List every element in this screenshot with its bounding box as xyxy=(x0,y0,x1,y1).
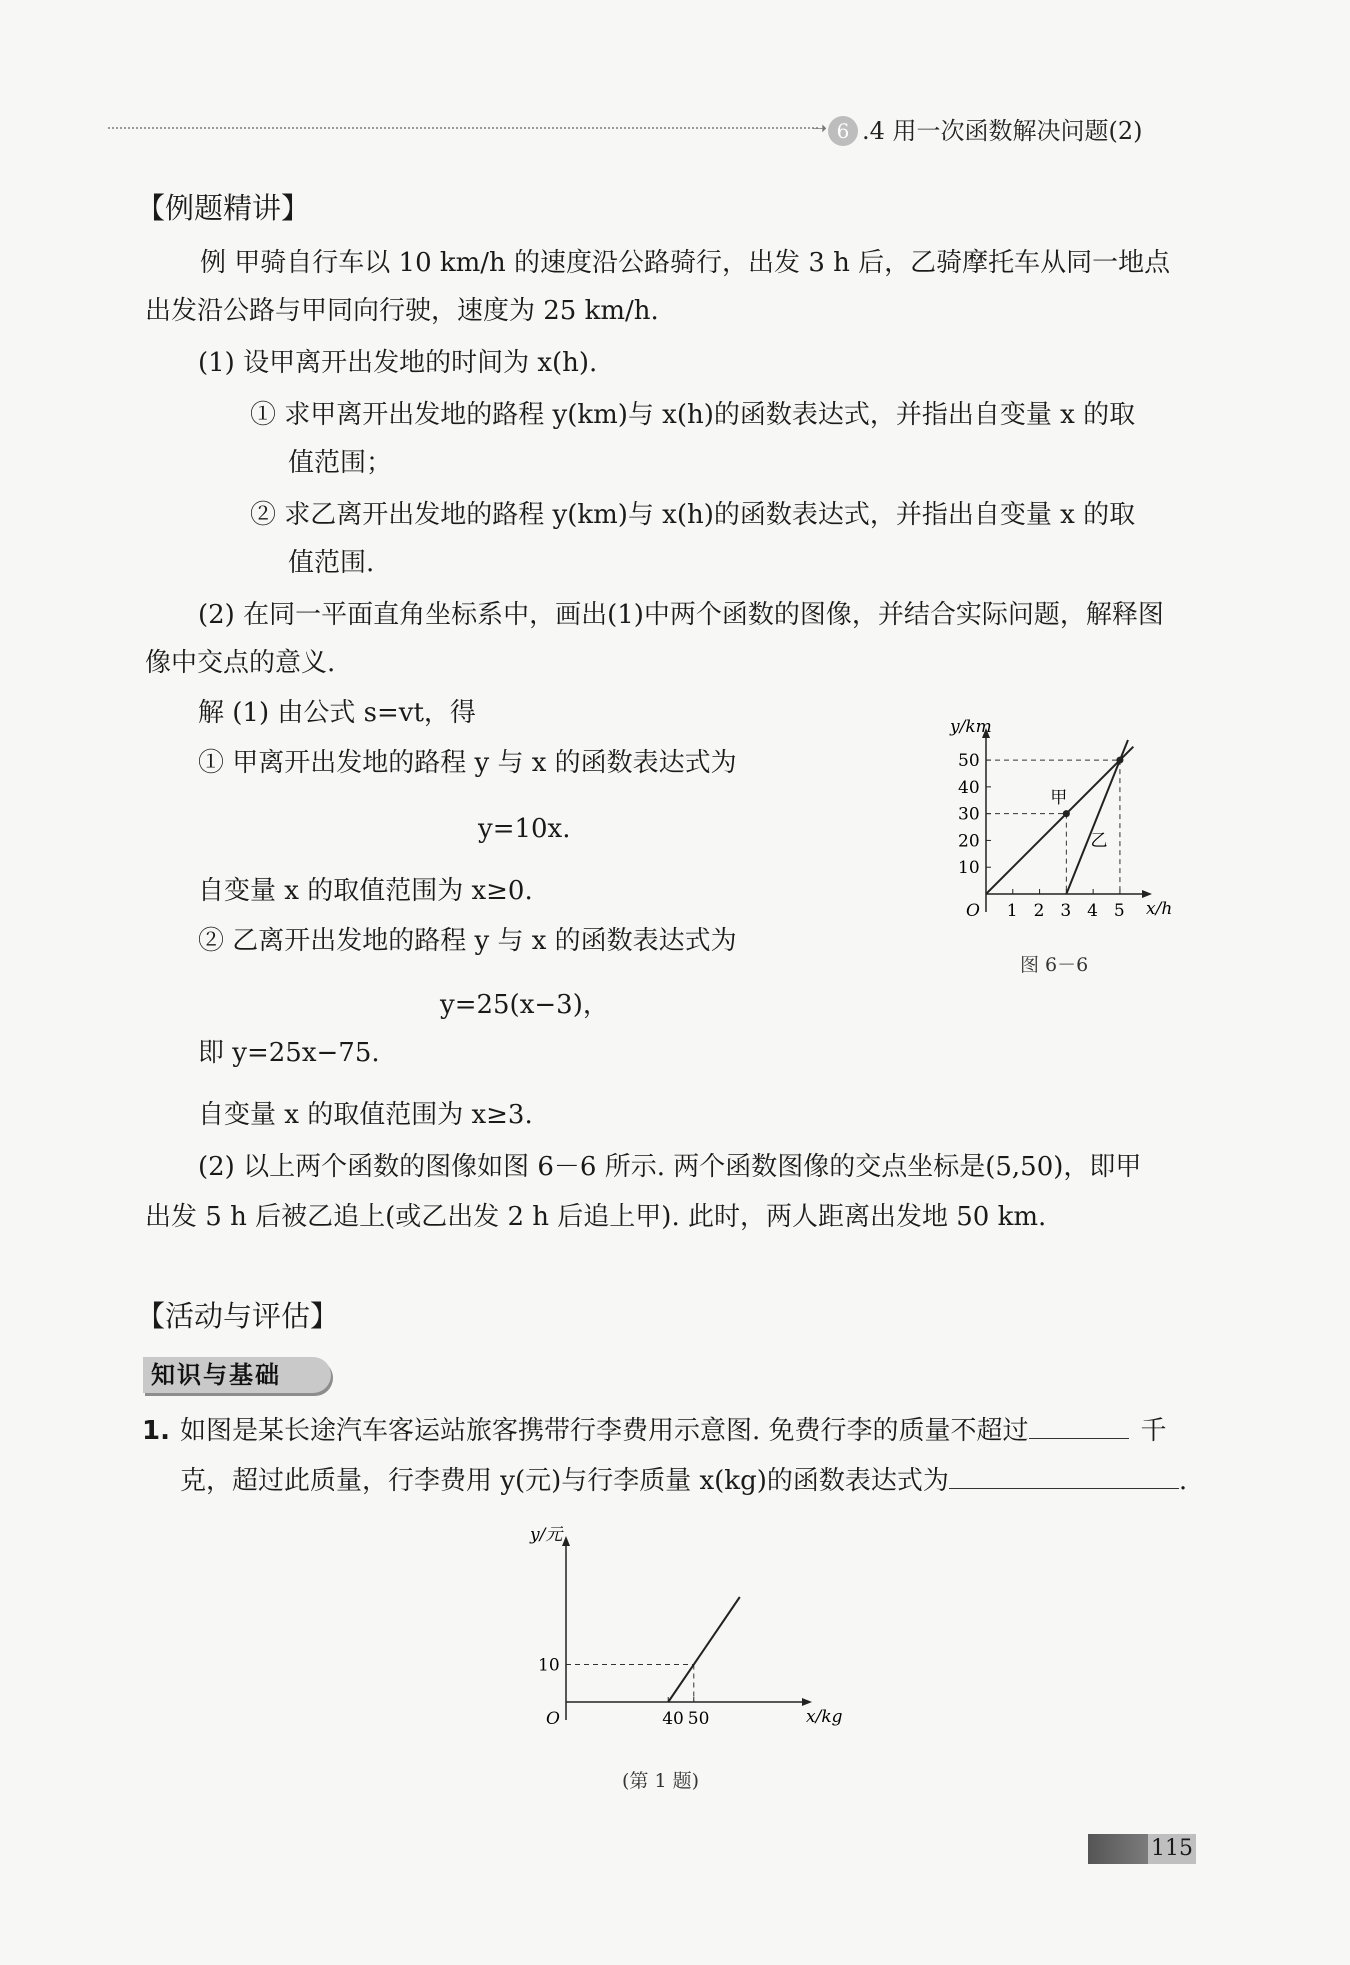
header-arrow-icon: ➝ xyxy=(812,118,828,139)
x-tick-label: 3 xyxy=(1060,901,1072,921)
example-line-6: ② 求乙离开出发地的路程 y(km)与 x(h)的函数表达式，并指出自变量 x 的取 xyxy=(250,500,1136,530)
x-axis-label: x/kg xyxy=(806,1707,843,1727)
x-axis-label: x/h xyxy=(1146,899,1173,919)
answer-blank-1[interactable] xyxy=(1029,1414,1129,1439)
y-axis-label: y/km xyxy=(950,717,992,737)
solution-line-2: ① 甲离开出发地的路程 y 与 x 的函数表达式为 xyxy=(198,748,737,778)
question-1-caption: (第 1 题) xyxy=(622,1770,699,1792)
series-line xyxy=(986,747,1133,894)
x-tick-label: 4 xyxy=(1087,901,1098,921)
x-axis-arrow-icon xyxy=(1142,890,1152,898)
y-tick-label: 40 xyxy=(958,777,980,798)
solution-line-3: 自变量 x 的取值范围为 x≥0. xyxy=(198,876,533,906)
x-tick-label: 2 xyxy=(1033,901,1045,921)
example-line-8: (2) 在同一平面直角坐标系中，画出(1)中两个函数的图像，并结合实际问题，解释图 xyxy=(198,600,1164,630)
header-title: .4 用一次函数解决问题(2) xyxy=(862,117,1143,145)
example-line-1: 例 甲骑自行车以 10 km/h 的速度沿公路骑行，出发 3 h 后，乙骑摩托车从同一地点 xyxy=(200,248,1171,278)
y-tick-label: 10 xyxy=(958,858,980,879)
y-axis-arrow-icon xyxy=(562,1536,570,1546)
question-1-line-1 xyxy=(180,1414,1167,1448)
data-point xyxy=(1116,757,1123,764)
example-line-5: 值范围； xyxy=(288,448,393,478)
data-point xyxy=(1063,810,1070,817)
question-1-tail-1: 千 xyxy=(1140,1416,1167,1446)
chapter-number: 6 xyxy=(828,116,858,146)
example-line-2: 出发沿公路与甲同向行驶，速度为 25 km/h. xyxy=(145,296,659,326)
solution-line-5: 即 y=25x−75. xyxy=(198,1038,380,1068)
page-number: 115 xyxy=(1148,1834,1196,1864)
x-tick-label: 50 xyxy=(687,1709,710,1729)
question-1-text-2: 克，超过此质量，行李费用 y(元)与行李质量 x(kg)的函数表达式为 xyxy=(180,1466,949,1496)
x-tick-label: 5 xyxy=(1113,901,1125,921)
y-tick-label: 10 xyxy=(538,1655,560,1676)
series-label: 乙 xyxy=(1090,830,1108,851)
solution-line-6: 自变量 x 的取值范围为 x≥3. xyxy=(198,1100,533,1130)
solution-line-8: 出发 5 h 后被乙追上(或乙出发 2 h 后追上甲). 此时，两人距离出发地 50 km. xyxy=(145,1202,1047,1232)
question-1-number: 1. xyxy=(142,1416,170,1446)
x-tick-label: 1 xyxy=(1006,901,1018,921)
question-1-line-2 xyxy=(180,1464,1187,1498)
y-tick-label: 20 xyxy=(958,831,980,852)
series-line xyxy=(668,1597,740,1702)
solution-formula-1: y=10x. xyxy=(478,814,571,844)
example-line-4: ① 求甲离开出发地的路程 y(km)与 x(h)的函数表达式，并指出自变量 x 的取 xyxy=(250,400,1136,430)
question-1-figure xyxy=(500,1525,843,1746)
answer-blank-2[interactable] xyxy=(949,1464,1179,1489)
activity-heading: 【活动与评估】 xyxy=(136,1299,340,1333)
solution-line-4: ② 乙离开出发地的路程 y 与 x 的函数表达式为 xyxy=(198,926,737,956)
y-tick-label: 50 xyxy=(958,751,980,772)
header-rule xyxy=(108,127,818,129)
solution-line-1: 解 (1) 由公式 s=vt，得 xyxy=(198,698,476,728)
example-line-9: 像中交点的意义. xyxy=(145,648,336,678)
origin-label: O xyxy=(546,1709,560,1729)
x-tick-label: 40 xyxy=(662,1709,684,1729)
figure-6-6 xyxy=(920,712,1180,942)
solution-line-7: (2) 以上两个函数的图像如图 6－6 所示. 两个函数图像的交点坐标是(5,50)，即甲 xyxy=(198,1152,1142,1182)
question-1-text-1: 如图是某长途汽车客运站旅客携带行李费用示意图. 免费行李的质量不超过 xyxy=(180,1416,1029,1446)
x-axis-arrow-icon xyxy=(802,1698,812,1706)
series-label: 甲 xyxy=(1050,787,1068,808)
figure-6-6-caption: 图 6－6 xyxy=(1020,954,1089,976)
origin-label: O xyxy=(966,901,980,921)
y-axis-label: y/元 xyxy=(530,1525,563,1545)
solution-formula-2: y=25(x−3)， xyxy=(440,990,609,1020)
example-line-7: 值范围. xyxy=(288,548,375,578)
y-tick-label: 30 xyxy=(958,804,980,825)
example-line-3: (1) 设甲离开出发地的时间为 x(h). xyxy=(198,348,598,378)
knowledge-badge: 知识与基础 xyxy=(143,1357,331,1393)
question-1-tail-2: . xyxy=(1178,1466,1188,1496)
example-heading: 【例题精讲】 xyxy=(136,191,311,225)
